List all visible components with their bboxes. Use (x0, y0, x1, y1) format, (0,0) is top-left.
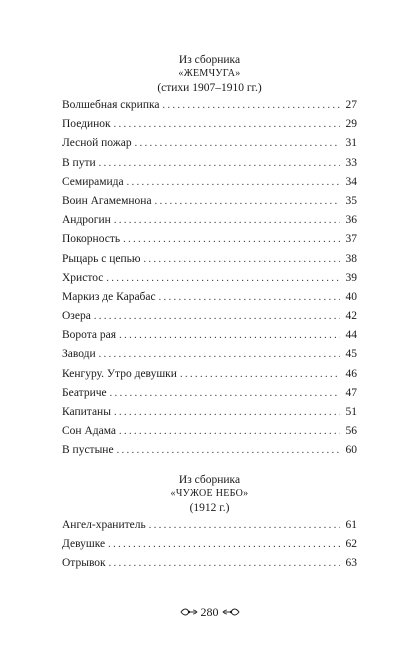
dot-leader (117, 441, 340, 460)
toc-entry (62, 384, 357, 403)
section-heading-collection-title: «ЖЕМЧУГА» (178, 68, 241, 79)
toc-entry-title: Воин Агамемнона (62, 194, 152, 207)
dot-leader (119, 326, 340, 345)
toc-entry-title: В пути (62, 156, 96, 169)
toc-entry-page: 38 (345, 252, 357, 265)
dot-leader (143, 250, 340, 269)
section-heading-collection-title: «ЧУЖОЕ НЕБО» (170, 488, 249, 499)
dot-leader (149, 516, 340, 535)
dot-leader (110, 384, 340, 403)
toc-entry-page: 46 (345, 367, 357, 380)
toc-page (62, 0, 357, 645)
dot-leader (123, 230, 340, 249)
toc-entry (62, 154, 357, 173)
dot-leader (180, 365, 340, 384)
toc-entry-page: 31 (345, 137, 357, 150)
toc-entry-title: Сон Адама (62, 425, 117, 438)
dot-leader (108, 535, 340, 554)
section-heading-years: (стихи 1907–1910 гг.) (157, 82, 262, 94)
toc-entry-page: 39 (345, 271, 357, 284)
toc-entry (62, 554, 357, 573)
toc-entry-page: 45 (345, 348, 357, 361)
toc-entry-title: Ангел-хранитель (62, 519, 146, 531)
dot-leader (127, 173, 340, 192)
fleuron-left-icon (180, 607, 198, 617)
toc-entry-page: 40 (345, 290, 357, 303)
dot-leader (159, 288, 340, 307)
toc-entry-title: Беатриче (62, 386, 107, 399)
page-number: 280 (200, 605, 219, 619)
dot-leader (114, 211, 340, 230)
page-footer (62, 605, 357, 619)
dot-leader (135, 134, 340, 153)
toc-entry (62, 345, 357, 364)
toc-entry-page: 34 (345, 175, 357, 188)
toc-entry-page: 56 (345, 425, 357, 438)
toc-entry-page: 61 (345, 519, 357, 531)
toc-entry (62, 211, 357, 230)
toc-entry-title: Лесной пожар (62, 137, 132, 150)
toc-entry (62, 115, 357, 134)
dot-leader (114, 403, 340, 422)
toc-entry (62, 230, 357, 249)
toc-entry (62, 269, 357, 288)
dot-leader (155, 192, 340, 211)
dot-leader (163, 96, 340, 115)
dot-leader (106, 269, 340, 288)
toc-entry-title: Заводи (62, 348, 96, 361)
toc-entry-page: 33 (345, 156, 357, 169)
section-heading-years: (1912 г.) (189, 502, 230, 514)
dot-leader (99, 154, 340, 173)
section-heading-line1: Из сборника (178, 54, 241, 66)
dot-leader (99, 345, 340, 364)
toc-entry-page: 63 (345, 557, 357, 570)
toc-entry-title: Покорность (62, 233, 121, 246)
toc-entry-title: Христос (62, 271, 104, 284)
toc-entry-page: 51 (345, 406, 357, 418)
toc-entry (62, 134, 357, 153)
toc-entry-page: 62 (345, 538, 357, 551)
toc-entry-title: Девушке (62, 538, 106, 551)
toc-entry-title: Ворота рая (62, 329, 117, 342)
toc-entry-page: 47 (345, 386, 357, 399)
toc-entry (62, 441, 357, 460)
fleuron-right-icon (222, 607, 240, 617)
toc-entry-page: 35 (345, 194, 357, 207)
toc-entry-title: В пустыне (62, 444, 114, 457)
dot-leader (94, 307, 340, 326)
toc-entry (62, 422, 357, 441)
dot-leader (114, 115, 340, 134)
toc-entry-page: 29 (345, 118, 357, 131)
dot-leader (109, 554, 340, 573)
section-heading-line1: Из сборника (178, 474, 241, 486)
toc-entry (62, 288, 357, 307)
toc-entry-title: Поединок (62, 118, 111, 131)
toc-entry-page: 36 (345, 214, 357, 227)
toc-entry (62, 535, 357, 554)
section-heading-alien-sky (62, 473, 357, 515)
toc-entry (62, 192, 357, 211)
toc-entry-title: Озера (62, 310, 91, 323)
toc-entry-title: Андрогин (62, 214, 111, 227)
toc-entry (62, 365, 357, 384)
dot-leader (119, 422, 340, 441)
toc-entry (62, 326, 357, 345)
toc-entry (62, 307, 357, 326)
toc-entry-page: 27 (345, 99, 357, 111)
toc-entry (62, 403, 357, 422)
toc-entry-title: Волшебная скрипка (62, 99, 160, 111)
toc-entry-title: Капитаны (62, 406, 111, 418)
toc-entry-page: 60 (345, 444, 357, 457)
toc-entry-page: 37 (345, 233, 357, 246)
section-heading-pearls (62, 53, 357, 95)
toc-entry-title: Отрывок (62, 557, 106, 570)
toc-entry-title: Рыцарь с цепью (62, 252, 141, 265)
toc-entry (62, 96, 357, 115)
toc-list-pearls (62, 96, 357, 461)
toc-entry-page: 44 (345, 329, 357, 342)
toc-entry-page: 42 (345, 310, 357, 323)
toc-entry (62, 173, 357, 192)
toc-entry-title: Кенгуру. Утро девушки (62, 367, 177, 380)
toc-entry (62, 516, 357, 535)
toc-list-alien-sky (62, 516, 357, 574)
toc-entry (62, 250, 357, 269)
toc-entry-title: Маркиз де Карабас (62, 290, 156, 303)
toc-entry-title: Семирамида (62, 175, 124, 188)
